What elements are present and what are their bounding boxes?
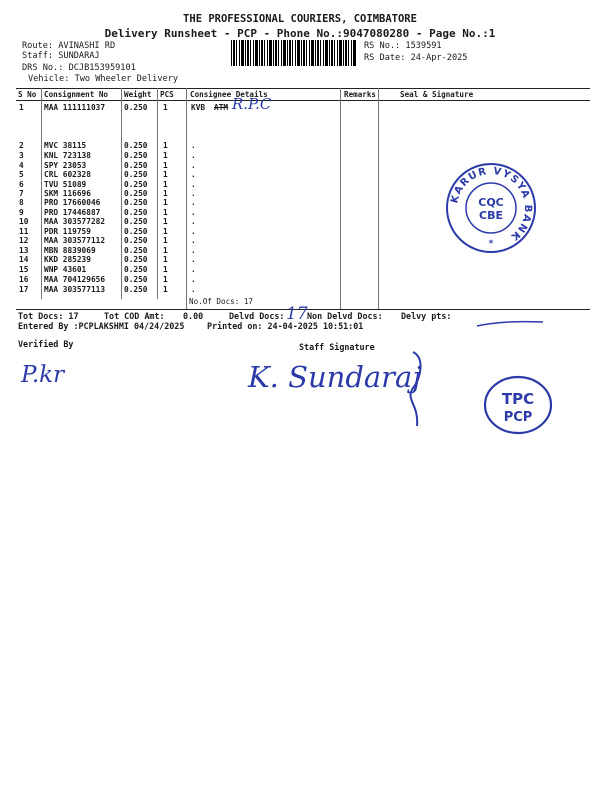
row-sno: 3 — [19, 151, 24, 160]
row-consignee: . — [191, 246, 196, 255]
row-consignment: TVU 51089 — [44, 180, 87, 189]
row-weight: 0.250 — [124, 141, 148, 150]
row-sno: 1 — [19, 103, 24, 112]
row-consignee-struck: ATM — [214, 103, 229, 112]
tot-cod-value: 0.00 — [183, 311, 204, 321]
col-header-consignment: Consignment No — [44, 90, 109, 99]
drs-number: DRS No.: DCJB153959101 — [22, 63, 136, 73]
row-sno: 14 — [19, 255, 29, 264]
delvd-docs-handwritten: 17 — [286, 304, 308, 324]
table-row — [0, 275, 600, 285]
row-consignment: PDR 119759 — [44, 227, 91, 236]
row-consignee: . — [191, 151, 196, 160]
row-pcs: 1 — [163, 275, 168, 284]
row-pcs: 1 — [163, 103, 168, 112]
row-sno: 5 — [19, 170, 24, 179]
row-consignment: SPY 23053 — [44, 161, 87, 170]
staff-label: Staff: SUNDARAJ — [22, 51, 100, 61]
bank-stamp-line2: CBE — [479, 209, 503, 222]
row-weight: 0.250 — [124, 255, 148, 264]
row-weight: 0.250 — [124, 189, 148, 198]
row-weight: 0.250 — [124, 236, 148, 245]
row-consignee: . — [191, 217, 196, 226]
row-weight: 0.250 — [124, 180, 148, 189]
row-pcs: 1 — [163, 170, 168, 179]
row-sno: 7 — [19, 189, 24, 198]
tot-docs: Tot Docs: 17 — [18, 311, 79, 321]
row-consignment: MBN 8839069 — [44, 246, 96, 255]
row-consignment: MAA 111111037 — [44, 103, 106, 112]
row-consignment: CRL 602328 — [44, 170, 91, 179]
row-consignment: KKD 285239 — [44, 255, 91, 264]
col-header-weight: Weight — [124, 90, 152, 99]
row-consignment: MAA 303577282 — [44, 217, 106, 226]
row-pcs: 1 — [163, 246, 168, 255]
runsheet-subtitle: Delivery Runsheet - PCP - Phone No.:9047080280 - Page No.:1 — [104, 27, 496, 40]
bank-seal-stamp — [443, 160, 539, 256]
handwritten-note: R.P.C — [232, 95, 272, 113]
no-of-docs: No.Of Docs: 17 — [189, 297, 254, 306]
delvd-docs-label: Delvd Docs: — [229, 311, 285, 321]
row-consignee: . — [191, 265, 196, 274]
table-top-rule — [16, 88, 590, 89]
row-sno: 4 — [19, 161, 24, 170]
table-row — [0, 95, 600, 115]
bank-stamp-line1: CQC — [478, 196, 504, 209]
row-sno: 12 — [19, 236, 29, 245]
row-consignee: . — [191, 141, 196, 150]
row-sno: 11 — [19, 227, 29, 236]
row-weight: 0.250 — [124, 208, 148, 217]
row-consignee: . — [191, 227, 196, 236]
col-header-seal: Seal & Signature — [400, 90, 474, 99]
table-row — [0, 265, 600, 275]
row-weight: 0.250 — [124, 227, 148, 236]
row-consignee: . — [191, 161, 196, 170]
entered-by: Entered By :PCPLAKSHMI 04/24/2025 — [18, 321, 185, 331]
row-pcs: 1 — [163, 236, 168, 245]
tpc-stamp-line2: PCP — [503, 410, 533, 425]
row-weight: 0.250 — [124, 265, 148, 274]
rs-date: RS Date: 24-Apr-2025 — [364, 53, 468, 63]
row-pcs: 1 — [163, 208, 168, 217]
col-header-consignee: Consignee Details — [190, 90, 268, 99]
row-consignment: KNL 723138 — [44, 151, 91, 160]
star-icon: * — [488, 239, 494, 249]
row-consignment: SKM 116696 — [44, 189, 91, 198]
table-header-rule — [16, 100, 590, 101]
tpc-stamp — [482, 374, 554, 436]
barcode — [231, 40, 357, 66]
verified-by-label: Verified By — [18, 339, 74, 349]
verifier-initials: P.kr — [21, 362, 65, 388]
col-header-remarks: Remarks — [344, 90, 377, 99]
row-pcs: 1 — [163, 151, 168, 160]
staff-signature: K. Sundaraj — [248, 360, 422, 394]
row-consignment: PRO 17660046 — [44, 198, 101, 207]
row-consignee: . — [191, 285, 196, 294]
row-pcs: 1 — [163, 265, 168, 274]
row-pcs: 1 — [163, 217, 168, 226]
tpc-stamp-line1: TPC — [501, 390, 535, 408]
row-pcs: 1 — [163, 255, 168, 264]
vehicle-label: Vehicle: Two Wheeler Delivery — [28, 74, 179, 84]
row-weight: 0.250 — [124, 161, 148, 170]
row-consignee: . — [191, 236, 196, 245]
row-consignment: WNP 43601 — [44, 265, 87, 274]
row-consignee: . — [191, 255, 196, 264]
row-weight: 0.250 — [124, 246, 148, 255]
row-sno: 2 — [19, 141, 24, 150]
row-sno: 17 — [19, 285, 29, 294]
row-consignment: PRO 17446887 — [44, 208, 101, 217]
row-sno: 8 — [19, 198, 24, 207]
row-sno: 9 — [19, 208, 24, 217]
row-consignee: . — [191, 198, 196, 207]
bank-stamp-name: KARUR VYSYA BANK — [449, 165, 534, 243]
delvy-pts-label: Delvy pts: — [401, 311, 452, 321]
row-weight: 0.250 — [124, 275, 148, 284]
row-pcs: 1 — [163, 161, 168, 170]
col-header-sno: S No — [18, 90, 37, 99]
row-pcs: 1 — [163, 285, 168, 294]
row-weight: 0.250 — [124, 217, 148, 226]
pen-underline — [475, 316, 545, 330]
non-delvd-docs-label: Non Delvd Docs: — [307, 311, 383, 321]
row-sno: 15 — [19, 265, 29, 274]
row-pcs: 1 — [163, 189, 168, 198]
printed-on: Printed on: 24-04-2025 10:51:01 — [207, 321, 364, 331]
row-sno: 6 — [19, 180, 24, 189]
row-weight: 0.250 — [124, 285, 148, 294]
table-row — [0, 285, 600, 295]
row-weight: 0.250 — [124, 151, 148, 160]
signature-flourish — [395, 348, 435, 428]
row-consignee: . — [191, 275, 196, 284]
row-consignee: KVB — [191, 103, 206, 112]
row-sno: 10 — [19, 217, 29, 226]
row-pcs: 1 — [163, 227, 168, 236]
row-consignee: . — [191, 208, 196, 217]
row-pcs: 1 — [163, 198, 168, 207]
staff-signature-label: Staff Signature — [299, 342, 375, 352]
row-weight: 0.250 — [124, 198, 148, 207]
row-consignee: . — [191, 180, 196, 189]
col-header-pcs: PCS — [160, 90, 174, 99]
row-consignment: MAA 704129656 — [44, 275, 106, 284]
table-row — [0, 255, 600, 265]
route-label: Route: AVINASHI RD — [22, 41, 116, 51]
company-title: THE PROFESSIONAL COURIERS, COIMBATORE — [183, 13, 417, 25]
row-consignee: . — [191, 189, 196, 198]
row-sno: 16 — [19, 275, 29, 284]
row-consignee: . — [191, 170, 196, 179]
row-weight: 0.250 — [124, 103, 148, 112]
row-weight: 0.250 — [124, 170, 148, 179]
tot-cod-label: Tot COD Amt: — [104, 311, 165, 321]
row-consignment: MAA 303577113 — [44, 285, 106, 294]
table-row — [0, 141, 600, 151]
row-consignment: MAA 303577112 — [44, 236, 106, 245]
row-sno: 13 — [19, 246, 29, 255]
row-pcs: 1 — [163, 180, 168, 189]
rs-number: RS No.: 1539591 — [364, 41, 442, 51]
row-pcs: 1 — [163, 141, 168, 150]
row-consignment: MVC 38115 — [44, 141, 87, 150]
